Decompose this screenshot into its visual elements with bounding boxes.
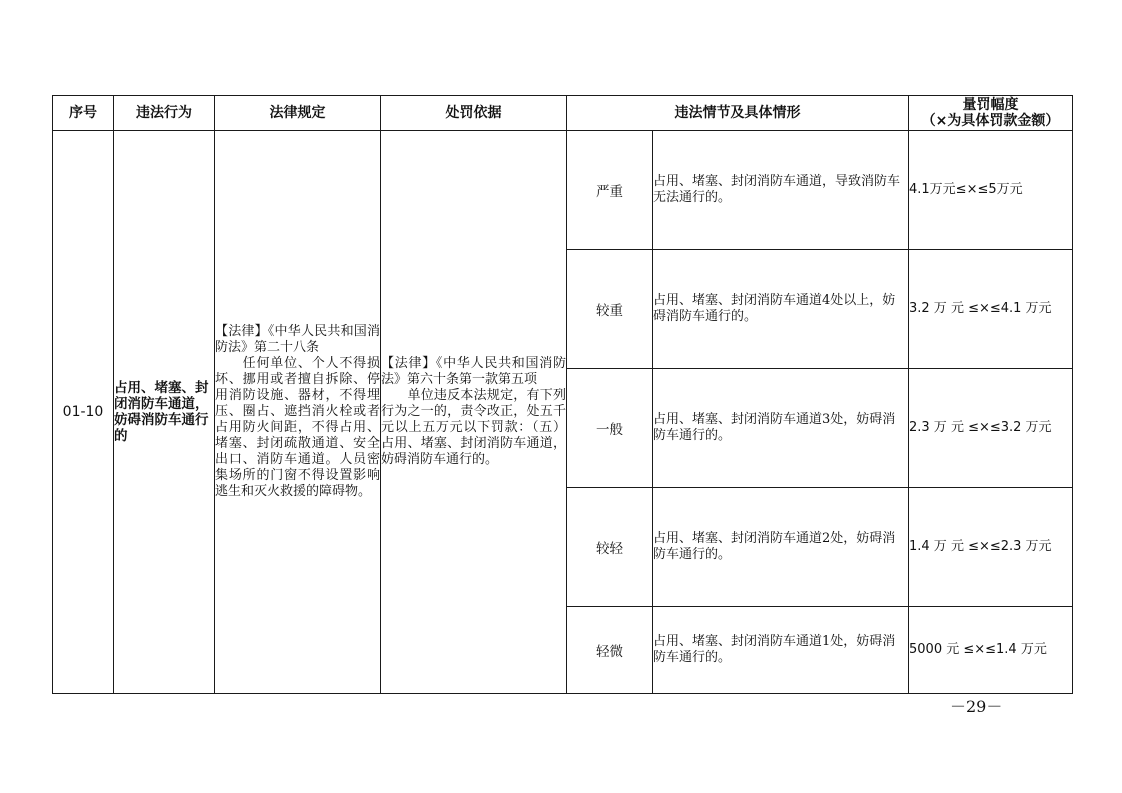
header-range [909, 96, 1073, 131]
circumstance-cell: 占用、堵塞、封闭消防车通道4处以上，妨碍消防车通行的。 [653, 250, 909, 369]
level-cell: 严重 [567, 131, 653, 250]
circumstance-cell: 占用、堵塞、封闭消防车通道3处，妨碍消防车通行的。 [653, 369, 909, 488]
level-cell: 较轻 [567, 488, 653, 607]
entry-code: 01-10 [53, 131, 114, 694]
law-text: 【法律】《中华人民共和国消防法》第二十八条 任何单位、个人不得损坏、挪用或者擅自拆除、停用消防设施、器材，不得埋压、圈占、遮挡消火栓或者占用防火间距，不得占用、堵塞、封闭疏散通道、安全出口、消防车通道。人员密集场所的门窗不得设置影响逃生和灭火救援的障碍物。 [215, 324, 380, 499]
range-cell: 1.4 万 元 ≤×≤2.3 万元 [909, 488, 1073, 607]
header-row [53, 96, 1073, 131]
page-number: －29－ [950, 697, 1003, 716]
range-cell: 2.3 万 元 ≤×≤3.2 万元 [909, 369, 1073, 488]
entry-law [215, 131, 381, 694]
header-range-line2: （×为具体罚款金额） [921, 113, 1060, 129]
circumstance-cell: 占用、堵塞、封闭消防车通道2处，妨碍消防车通行的。 [653, 488, 909, 607]
range-cell: 4.1万元≤×≤5万元 [909, 131, 1073, 250]
entry-act: 占用、堵塞、封闭消防车通道，妨碍消防车通行的 [114, 131, 215, 694]
level-cell: 轻微 [567, 607, 653, 694]
entry-basis [381, 131, 567, 694]
range-cell: 5000 元 ≤×≤1.4 万元 [909, 607, 1073, 694]
header-range-line1: 量罚幅度 [962, 97, 1019, 113]
range-cell: 3.2 万 元 ≤×≤4.1 万元 [909, 250, 1073, 369]
table-row [53, 131, 1073, 250]
level-cell: 较重 [567, 250, 653, 369]
header-law: 法律规定 [215, 96, 381, 131]
circumstance-cell: 占用、堵塞、封闭消防车通道，导致消防车无法通行的。 [653, 131, 909, 250]
circumstance-cell: 占用、堵塞、封闭消防车通道1处，妨碍消防车通行的。 [653, 607, 909, 694]
basis-text: 【法律】《中华人民共和国消防法》第六十条第一款第五项 单位违反本法规定，有下列行为之一的，责令改正，处五千元以上五万元以下罚款：（五）占用、堵塞、封闭消防车通道，妨碍消防车通行的。 [381, 356, 566, 467]
penalty-table [52, 95, 1073, 694]
header-basis: 处罚依据 [381, 96, 567, 131]
header-circumstance: 违法情节及具体情形 [567, 96, 909, 131]
header-act: 违法行为 [114, 96, 215, 131]
level-cell: 一般 [567, 369, 653, 488]
header-no: 序号 [53, 96, 114, 131]
